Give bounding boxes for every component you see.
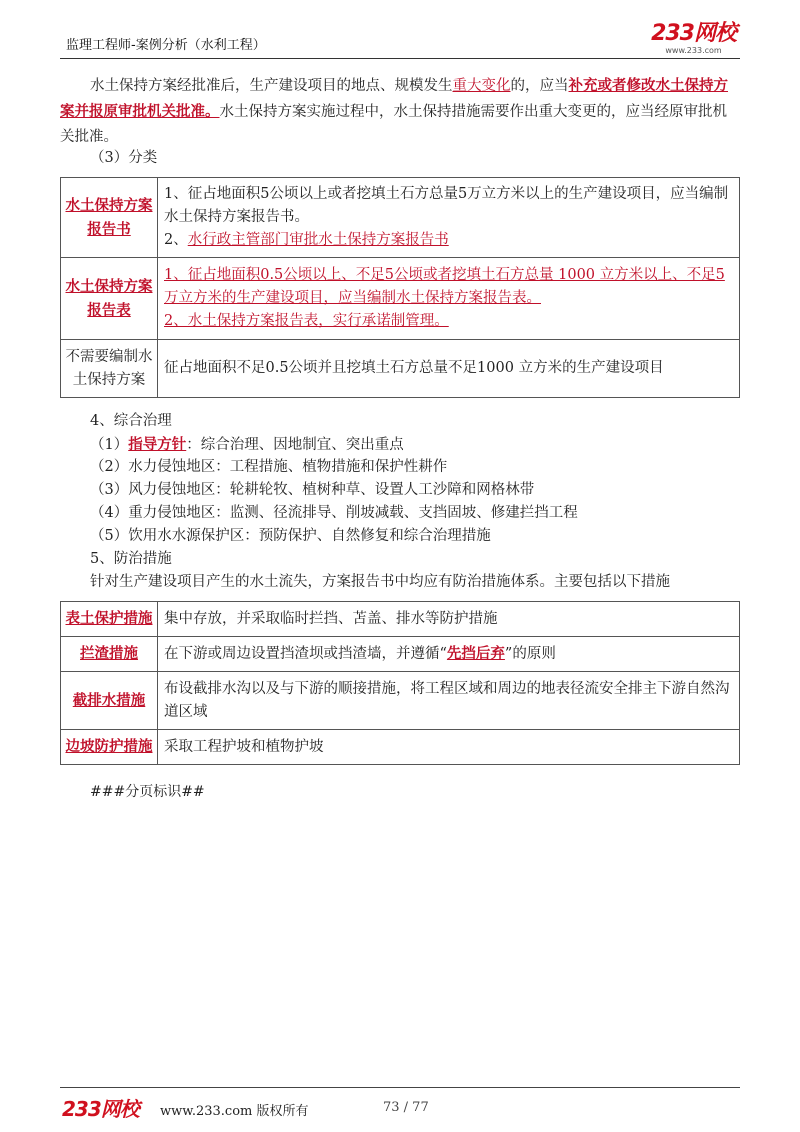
table-row bbox=[61, 637, 740, 672]
intro-text: 的，应当 bbox=[510, 78, 569, 94]
intro-text: 水土保持方案经批准后，生产建设项目的地点、规模发生 bbox=[90, 78, 453, 94]
intro-text: 水土保持方案实施过程中，水土保持措施需要作出重大变更的，应当经原审批机关批准。 bbox=[60, 104, 727, 145]
list-item-text: ：综合治理、因地制宜、突出重点 bbox=[186, 437, 404, 453]
cell-highlight: 水行政主管部门审批水土保持方案报告书 bbox=[187, 232, 449, 248]
cell-text: ”的原则 bbox=[504, 646, 556, 662]
list-item: （4）重力侵蚀地区：监测、径流排导、削坡减载、支挡固坡、修建拦挡工程 bbox=[90, 505, 578, 521]
cell-highlight: 先挡后弃 bbox=[446, 645, 505, 662]
logo-text: 233网校 bbox=[651, 21, 736, 46]
cell-line-prefix: 2、 bbox=[164, 232, 188, 248]
cell-line bbox=[164, 229, 733, 252]
cell-highlight: 2、水土保持方案报告表，实行承诺制管理。 bbox=[164, 313, 449, 329]
table-label-cell bbox=[61, 637, 158, 672]
section-heading: 5、防治措施 bbox=[90, 551, 172, 567]
table-label-cell bbox=[61, 602, 158, 637]
page-break-marker: ###分页标识## bbox=[90, 784, 205, 800]
table-label-cell bbox=[61, 258, 158, 340]
intro-paragraph bbox=[60, 73, 740, 150]
row-label: 水土保持方案报告表 bbox=[65, 277, 153, 319]
table-row bbox=[61, 178, 740, 258]
table-label-cell bbox=[61, 730, 158, 765]
measures-table bbox=[60, 601, 740, 765]
table-content-cell: 征占地面积不足0.5公顷并且挖填土石方总量不足1000 立方米的生产建设项目 bbox=[158, 340, 740, 398]
table-content-cell: 采取工程护坡和植物护坡 bbox=[158, 730, 740, 765]
list-item: （5）饮用水水源保护区：预防保护、自然修复和综合治理措施 bbox=[90, 528, 491, 544]
table-row bbox=[61, 340, 740, 398]
page-header bbox=[60, 22, 740, 58]
table-label-cell bbox=[61, 178, 158, 258]
header-logo bbox=[651, 22, 736, 55]
table-content-cell bbox=[158, 637, 740, 672]
cell-text: 在下游或周边设置挡渣坝或挡渣墙，并遵循“ bbox=[164, 646, 447, 662]
row-label: 拦渣措施 bbox=[80, 645, 138, 662]
row-label: 截排水措施 bbox=[72, 691, 146, 709]
header-title: 监理工程师-案例分析（水利工程） bbox=[66, 38, 266, 53]
section-heading: 4、综合治理 bbox=[90, 413, 172, 429]
list-item-key: 指导方针 bbox=[128, 436, 187, 453]
list-item: （3）风力侵蚀地区：轮耕轮牧、植树种草、设置人工沙障和网格林带 bbox=[90, 482, 535, 498]
cell-highlight: 1、征占地面积0.5公顷以上、不足5公顷或者挖填土石方总量 1000 立方米以上、不足5万立方米的生产建设项目，应当编制水土保持方案报告表。 bbox=[164, 267, 725, 306]
table-row bbox=[61, 672, 740, 730]
table-row bbox=[61, 730, 740, 765]
section-intro: 针对生产建设项目产生的水土流失，方案报告书中均应有防治措施体系。主要包括以下措施 bbox=[90, 574, 670, 590]
footer-logo: 233网校 bbox=[62, 1097, 139, 1121]
page-number: 73 / 77 bbox=[383, 1100, 429, 1115]
classify-table bbox=[60, 177, 740, 398]
list-item-prefix: （1） bbox=[90, 437, 129, 453]
logo-subtext: www.233.com bbox=[665, 46, 722, 55]
table-label-cell: 不需要编制水土保持方案 bbox=[61, 340, 158, 398]
table-content-cell bbox=[158, 258, 740, 340]
classify-heading: （3）分类 bbox=[90, 150, 158, 166]
table-label-cell bbox=[61, 672, 158, 730]
intro-highlight: 补充或者修改水土保持方案并报原审批机关批准。 bbox=[60, 77, 728, 120]
row-label: 表土保护措施 bbox=[65, 610, 153, 627]
row-label: 水土保持方案报告书 bbox=[65, 196, 153, 238]
list-item: （2）水力侵蚀地区：工程措施、植物措施和保护性耕作 bbox=[90, 459, 448, 475]
footer-divider bbox=[60, 1087, 740, 1088]
table-row bbox=[61, 602, 740, 637]
intro-highlight: 重大变化 bbox=[452, 78, 511, 94]
table-content-cell: 集中存放，并采取临时拦挡、苫盖、排水等防护措施 bbox=[158, 602, 740, 637]
table-content-cell: 布设截排水沟以及与下游的顺接措施，将工程区域和周边的地表径流安全排主下游自然沟道区域 bbox=[158, 672, 740, 730]
header-divider bbox=[60, 58, 740, 59]
cell-line: 1、征占地面积5公顷以上或者挖填土石方总量5万立方米以上的生产建设项目，应当编制水土保持方案报告书。 bbox=[164, 186, 729, 225]
row-label: 边坡防护措施 bbox=[65, 738, 153, 755]
table-row bbox=[61, 258, 740, 340]
footer-copyright: www.233.com 版权所有 bbox=[160, 1104, 309, 1119]
table-content-cell bbox=[158, 178, 740, 258]
